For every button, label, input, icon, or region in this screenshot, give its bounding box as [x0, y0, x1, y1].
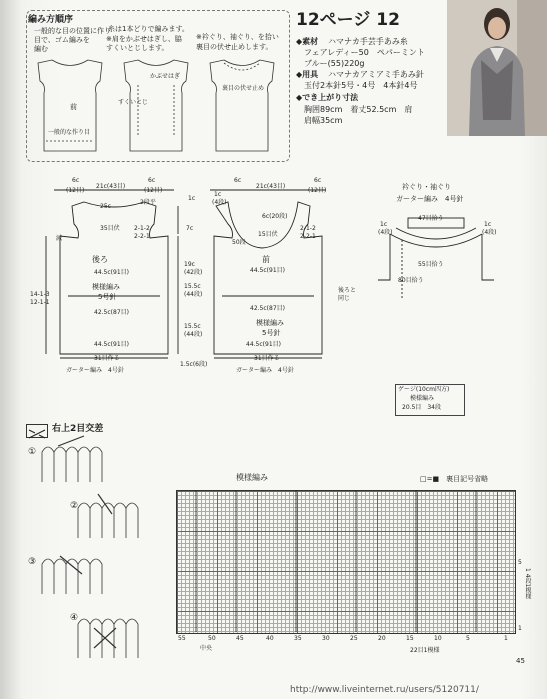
front-right-1: 後ろと	[338, 287, 357, 294]
chart-num-25: 25	[350, 635, 358, 642]
collar-right-4dan: (4段)	[482, 229, 497, 236]
materials-label: ◆素材	[296, 37, 319, 46]
back-side-1c: 1c	[188, 195, 196, 202]
front-neck-6c: 6c(20段)	[262, 213, 288, 220]
steps-note-step3-2: 裏目の伏せ止めします。	[196, 43, 273, 51]
front-right-2: 同じ	[338, 295, 351, 302]
yarn-line: フェアレディー50 ペパーミント	[304, 48, 425, 57]
chart-num-50: 50	[208, 635, 216, 642]
cable-title: 右上2目交差	[52, 424, 104, 434]
tools-value: ハマナカアミアミ手あみ針	[328, 70, 424, 79]
front-garter: ガーター編み 4号針	[236, 367, 294, 374]
model-photo	[447, 0, 547, 136]
chart-num-35: 35	[294, 635, 302, 642]
collar-stitches-top: 47目拾う	[418, 215, 444, 222]
tools-label: ◆用具	[296, 70, 319, 79]
chart-num-30: 30	[322, 635, 330, 642]
back-right-44-1: (44段)	[184, 291, 203, 298]
fig1-label-cast: 一般的な作り目	[48, 129, 91, 136]
front-side-221: 2-2-1	[300, 233, 316, 240]
chart-side-note: 1 4段1模様	[524, 568, 531, 600]
collar-subtitle: ガーター編み 4号針	[396, 195, 464, 203]
front-neck-15: 15目伏	[258, 231, 278, 238]
collar-stitches-mid: 55目拾う	[418, 261, 444, 268]
back-cast-on: 31目作る	[94, 355, 120, 362]
cable-step-1: ①	[28, 447, 37, 457]
gauge-pattern: 模様編み	[410, 395, 435, 402]
collar-right-1c: 1c	[484, 221, 492, 228]
front-cast-on: 31目作る	[254, 355, 280, 362]
front-top-21c: 21c(43目)	[256, 183, 286, 190]
size-bust: 胸囲89cm 着丈52.5cm 肩	[304, 105, 413, 114]
steps-note-right-1: 糸は1本どりで編みます。	[108, 25, 189, 33]
back-left-12: 12-1-1	[30, 299, 50, 306]
back-width-hem: 44.5c(91目)	[94, 341, 129, 348]
back-right-hem: 1.5c(6段)	[180, 361, 208, 368]
cable-step-4: ④	[70, 613, 79, 623]
back-side-221: 2-2-1	[134, 233, 150, 240]
front-side-212: 2-1-2	[300, 225, 316, 232]
front-neck-1c: 1c	[214, 191, 222, 198]
chart-pattern-overlay	[176, 490, 514, 632]
chart-num-1: 1	[504, 635, 508, 642]
front-width-hem: 44.5c(91目)	[246, 341, 281, 348]
chart-legend: □=■ 裏目記号省略	[420, 475, 489, 483]
back-neck-25c: 25c	[100, 203, 111, 210]
chart-num-10: 10	[434, 635, 442, 642]
collar-title: 衿ぐり・袖ぐり	[402, 183, 451, 191]
size-shoulder: 肩幅35cm	[304, 116, 343, 125]
front-top-6c-left: 6c	[234, 177, 242, 184]
steps-title: 編み方順序	[28, 15, 74, 25]
yarn-line-2: ブルー(55)220g	[304, 59, 365, 68]
page-title: 12ページ 12	[296, 10, 400, 30]
back-needle: 5号針	[98, 293, 117, 301]
back-garter: ガーター編み 4号針	[66, 367, 124, 374]
chart-num-15: 15	[406, 635, 414, 642]
fig2-label-2: すくいとじ	[118, 99, 149, 106]
chart-num-45: 45	[236, 635, 244, 642]
front-neck-50: 50段	[232, 239, 246, 246]
front-neck-4dan: (4段)	[212, 199, 227, 206]
gauge-title: ゲージ(10cm四方)	[398, 386, 450, 393]
front-top-12: (12目)	[308, 187, 327, 194]
gauge-values: 20.5目 34段	[402, 404, 441, 411]
front-width-upper: 44.5c(91目)	[250, 267, 285, 274]
watermark: http://www.liveinternet.ru/users/5120711/	[290, 685, 479, 695]
back-neck-2dan: 2段平	[140, 199, 156, 206]
steps-illustration	[30, 55, 286, 157]
chart-center-label: 中央	[200, 645, 213, 652]
chart-num-20: 20	[378, 635, 386, 642]
collar-arm: 80目拾う	[398, 277, 424, 284]
back-right-44-2: (44段)	[184, 331, 203, 338]
size-label: ◆でき上がり寸法	[296, 93, 359, 102]
back-right-155-1: 15.5c	[184, 283, 201, 290]
back-right-155-2: 15.5c	[184, 323, 201, 330]
steps-note-right-2: ※肩をかぶせはぎし、脇	[106, 35, 182, 43]
materials-value: ハマナカ手芸手あみ糸	[328, 37, 408, 46]
collar-left-4dan: (4段)	[378, 229, 393, 236]
back-side-19c: 19c	[184, 261, 195, 268]
front-width-mid: 42.5c(87目)	[250, 305, 285, 312]
back-top-6c-left: 6c	[72, 177, 80, 184]
chart-right-1: 1	[518, 625, 522, 632]
cable-step-3: ③	[28, 557, 37, 567]
fig1-label-front: 前	[70, 103, 77, 111]
front-label: 前	[262, 255, 270, 264]
back-label: 後ろ	[92, 255, 108, 264]
chart-num-40: 40	[266, 635, 274, 642]
page-number: 45	[516, 657, 525, 665]
back-top-12-right: (12目)	[144, 187, 163, 194]
needles: 玉付2本針5号・4号 4本針4号	[304, 81, 418, 90]
chart-right-5: 5	[518, 559, 522, 566]
back-width-mid: 42.5c(87目)	[94, 309, 129, 316]
back-side-7c: 7c	[186, 225, 194, 232]
back-top-6c-right: 6c	[148, 177, 156, 184]
steps-note-step3-1: ※衿ぐり、袖ぐり、を拾い	[196, 33, 279, 41]
back-width-upper: 44.5c(91目)	[94, 269, 129, 276]
steps-note-left-1: 一般的な目の位置に作り	[34, 27, 111, 35]
cable-illustration	[28, 428, 168, 673]
fig3-label: 裏目の伏せ止め	[222, 85, 265, 92]
cable-step-2: ②	[70, 501, 79, 511]
back-pattern: 模様編み	[92, 283, 120, 291]
front-pattern: 模様編み	[256, 319, 284, 327]
front-needle: 5号針	[262, 329, 281, 337]
back-side-42dan: (42段)	[184, 269, 203, 276]
chart-repeat-stitches: 22目1模様	[410, 647, 440, 654]
back-left-14: 14-1-3	[30, 291, 50, 298]
back-left-decrease: 減	[56, 235, 63, 242]
steps-note-left-3: 編む	[34, 45, 48, 53]
fig2-label-1: かぶせはぎ	[150, 73, 181, 80]
chart-title: 模様編み	[236, 473, 268, 482]
steps-note-left-2: 目で、ゴム編みを	[34, 36, 90, 44]
front-top-6c-right: 6c	[314, 177, 322, 184]
back-side-212: 2-1-2	[134, 225, 150, 232]
steps-note-right-3: すくいとじします。	[106, 44, 169, 52]
back-top-21c: 21c(43目)	[96, 183, 126, 190]
chart-num-5: 5	[466, 635, 470, 642]
chart-num-55: 55	[178, 635, 186, 642]
back-top-12-left: (12目)	[66, 187, 85, 194]
back-side-35: 35目伏	[100, 225, 120, 232]
collar-left-1c: 1c	[380, 221, 388, 228]
